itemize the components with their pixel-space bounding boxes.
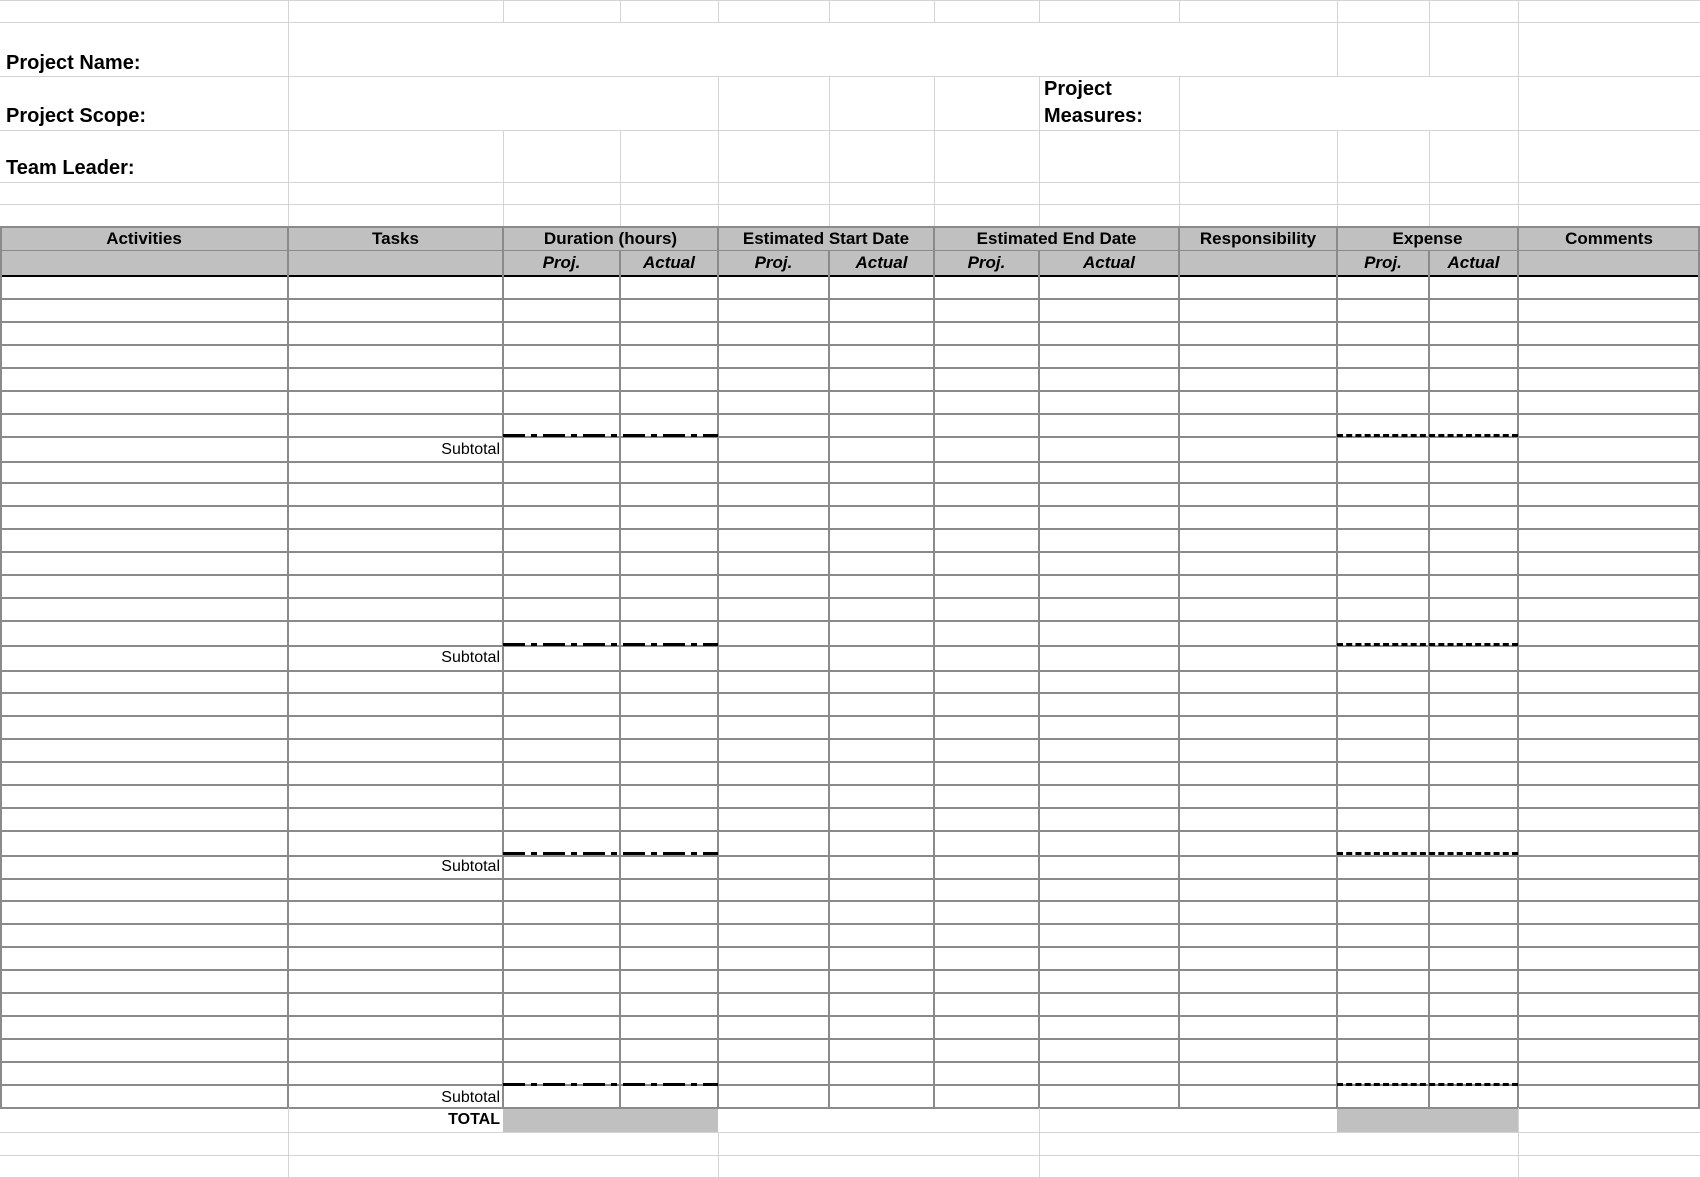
gridline (0, 0, 1700, 1)
col-header-est-end: Estimated End Date (976, 229, 1137, 248)
row-border (0, 574, 1700, 576)
row-border (0, 784, 1700, 786)
row-border (0, 900, 1700, 902)
gridline (0, 1155, 1700, 1156)
row-border (0, 551, 1700, 553)
row-border (0, 923, 1700, 925)
col-border (1517, 226, 1519, 1108)
sub-header-duration-proj: Proj. (542, 253, 581, 272)
subtotal-duration-line (503, 434, 718, 437)
row-border (0, 807, 1700, 809)
row-border (0, 761, 1700, 763)
row-border (0, 298, 1700, 300)
project-scope-field[interactable] (289, 77, 718, 130)
row-border (0, 946, 1700, 948)
row-border (0, 715, 1700, 717)
sub-header-expense-proj: Proj. (1364, 253, 1402, 272)
gridline (1179, 0, 1180, 22)
gridline (1337, 0, 1338, 76)
col-header-responsibility: Responsibility (1199, 229, 1317, 248)
gridline (503, 0, 504, 22)
col-border (1038, 250, 1040, 1108)
project-measures-label-line1: Project (1044, 78, 1112, 100)
col-border (502, 226, 504, 1108)
gridline (0, 130, 1700, 131)
sub-header-duration-actual: Actual (643, 253, 695, 272)
gridline (1039, 0, 1040, 22)
gridline (0, 182, 1700, 183)
row-border (0, 413, 1700, 415)
gridline (1337, 130, 1338, 227)
col-header-comments: Comments (1565, 229, 1653, 248)
gridline (0, 204, 1700, 205)
row-border (0, 1038, 1700, 1040)
total-label: TOTAL (448, 1111, 500, 1128)
subtotal-duration-line (503, 852, 718, 855)
gridline (620, 0, 621, 22)
subtotal-label: Subtotal (441, 441, 500, 458)
total-duration-cell[interactable] (503, 1109, 718, 1132)
col-border (1178, 226, 1180, 1108)
project-measures-field[interactable] (1180, 77, 1700, 130)
row-border (0, 321, 1700, 323)
gridline (620, 130, 621, 227)
col-header-activities: Activities (106, 229, 182, 248)
gridline (934, 0, 935, 22)
col-border (717, 226, 719, 1108)
gridline (1039, 1108, 1040, 1178)
gridline (1518, 1108, 1519, 1178)
subtotal-expense-line (1337, 852, 1518, 855)
subtotal-label: Subtotal (441, 858, 500, 875)
row-border (0, 1061, 1700, 1063)
row-border (0, 692, 1700, 694)
row-border (0, 597, 1700, 599)
total-expense-cell[interactable] (1337, 1109, 1518, 1132)
row-border (0, 461, 1700, 463)
sub-header-expense-actual: Actual (1447, 253, 1500, 272)
row-border (0, 528, 1700, 530)
col-border (828, 250, 830, 1108)
row-border (0, 992, 1700, 994)
gridline (718, 1132, 719, 1178)
subtotal-expense-line (1337, 1083, 1518, 1086)
subtotal-label: Subtotal (441, 1089, 500, 1106)
col-header-est-start: Estimated Start Date (742, 229, 910, 248)
sub-header-start-proj: Proj. (754, 253, 793, 272)
gridline (503, 130, 504, 227)
row-border (0, 878, 1700, 880)
gridline (1429, 0, 1430, 76)
subtotal-expense-line (1337, 643, 1518, 646)
team-leader-field[interactable] (289, 131, 503, 182)
row-border (0, 505, 1700, 507)
row-border (0, 830, 1700, 832)
gridline (0, 1132, 1700, 1133)
col-border (619, 250, 621, 1108)
subtotal-duration-line (503, 643, 718, 646)
row-border (0, 482, 1700, 484)
row-border (0, 620, 1700, 622)
subtotal-expense-line (1337, 434, 1518, 437)
gridline (718, 0, 719, 22)
row-border (0, 738, 1700, 740)
sub-header-end-actual: Actual (1083, 253, 1135, 272)
row-border (0, 670, 1700, 672)
col-border (0, 226, 2, 1108)
project-scope-label: Project Scope: (6, 105, 147, 127)
row-border (0, 855, 1700, 857)
col-header-tasks: Tasks (372, 229, 419, 248)
col-border (1428, 250, 1430, 1108)
header-bottom-border (0, 275, 1700, 277)
row-border (0, 344, 1700, 346)
col-header-duration: Duration (hours) (543, 229, 678, 248)
col-border (933, 226, 935, 1108)
sub-header-start-actual: Actual (855, 253, 908, 272)
row-border (0, 969, 1700, 971)
team-leader-label: Team Leader: (6, 157, 135, 179)
subtotal-duration-line (503, 1083, 718, 1086)
row-border (0, 1015, 1700, 1017)
col-header-expense: Expense (1392, 229, 1463, 248)
project-name-field[interactable] (289, 23, 1337, 76)
row-border (0, 367, 1700, 369)
gridline (1429, 130, 1430, 227)
sub-header-end-proj: Proj. (967, 253, 1006, 272)
project-measures-label-line2: Measures: (1044, 105, 1143, 127)
col-border (1336, 226, 1338, 1108)
row-border (0, 390, 1700, 392)
project-name-label: Project Name: (6, 52, 141, 74)
gridline (829, 0, 830, 22)
subtotal-label: Subtotal (441, 649, 500, 666)
